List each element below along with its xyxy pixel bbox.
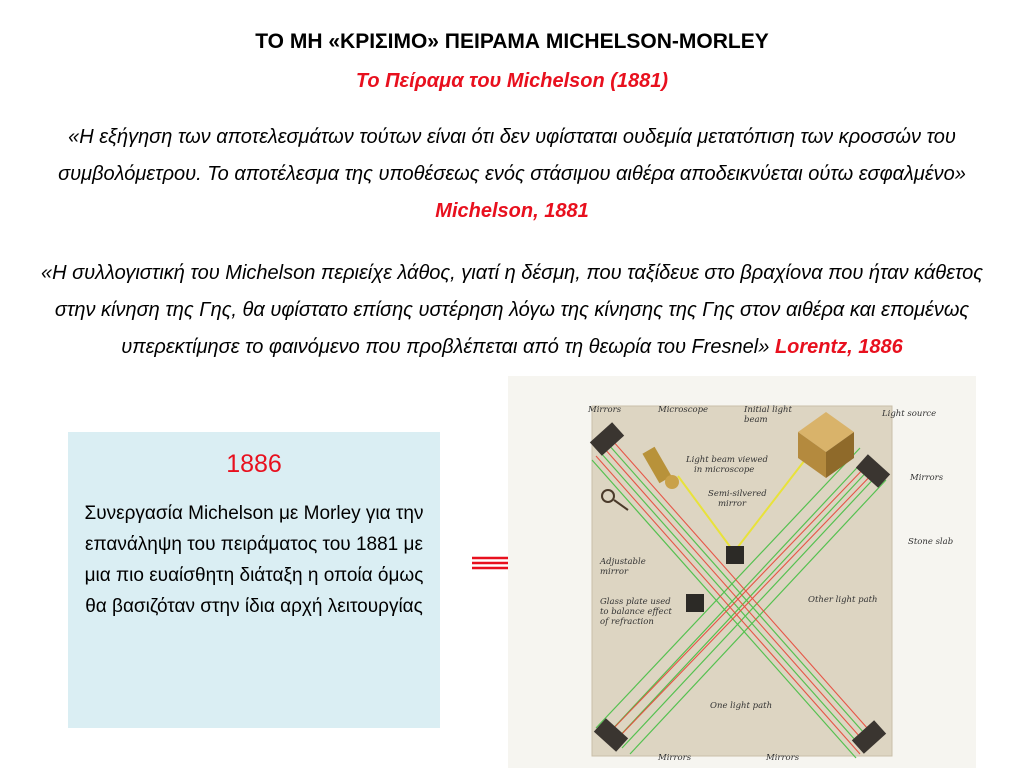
label-mirrors-bottom-left: Mirrors bbox=[658, 753, 692, 763]
label-adjustable-2: mirror bbox=[600, 567, 629, 577]
label-other-light-path: Other light path bbox=[808, 595, 878, 605]
label-mirrors-bottom-right: Mirrors bbox=[766, 753, 800, 763]
semi-silvered-mirror bbox=[726, 546, 744, 564]
label-one-light-path: One light path bbox=[710, 701, 773, 711]
label-semi-silvered-2: mirror bbox=[718, 499, 747, 509]
info-box-text: Συνεργασία Michelson με Morley για την επανάληψη του πειράματος του 1881 με μια πιο ευαίσθητη διάταξη η οποία όμως θα βασιζόταν στην ίδια αρχή λειτουργίας bbox=[84, 503, 424, 617]
page-title: ΤΟ ΜΗ «ΚΡΙΣΙΜΟ» ΠΕΙΡΑΜΑ MICHELSON-MORLEY bbox=[255, 30, 769, 53]
page-subtitle: Το Πείραμα του Michelson (1881) bbox=[355, 70, 669, 92]
label-adjustable-1: Adjustable bbox=[600, 557, 646, 567]
label-beam-viewed-2: in microscope bbox=[694, 465, 755, 475]
label-mirrors-right: Mirrors bbox=[910, 473, 944, 483]
label-microscope: Microscope bbox=[658, 405, 709, 415]
label-beam-viewed-1: Light beam viewed bbox=[686, 455, 768, 465]
interferometer-diagram bbox=[508, 376, 976, 768]
label-mirrors-top: Mirrors bbox=[588, 405, 622, 415]
glass-plate bbox=[686, 594, 704, 612]
lorentz-quote bbox=[40, 255, 984, 366]
lorentz-quote-text: «Η συλλογιστική του Michelson περιείχε λάθος, γιατί η δέσμη, που ταξίδευε στο βραχίονα που ήταν κάθετος στην κίνηση της Γης, θα υφίστατο επίσης υστέρηση λόγω της κίνησης της Γης στον αιθέρα και επομένως υπερεκτίμησε το φαινόμενο που προβλέπεται από τη θεωρία του Fresnel» bbox=[41, 262, 983, 358]
label-glass-plate-3: of refraction bbox=[600, 617, 654, 627]
lorentz-quote-author: Lorentz, 1886 bbox=[774, 336, 903, 358]
label-light-source: Light source bbox=[882, 409, 937, 419]
info-box-year: 1886 bbox=[226, 450, 282, 478]
label-stone-slab: Stone slab bbox=[908, 537, 954, 547]
info-box-1886 bbox=[68, 432, 440, 728]
interferometer-illustration bbox=[508, 376, 976, 768]
label-semi-silvered-1: Semi-silvered bbox=[708, 489, 767, 499]
label-initial-light-2: beam bbox=[744, 415, 768, 425]
label-glass-plate-2: to balance effect bbox=[600, 607, 672, 617]
michelson-quote-text: «Η εξήγηση των αποτελεσμάτων τούτων είναι ότι δεν υφίσταται ουδεμία μετατόπιση των κροσσών του συμβολόμετρου. Το αποτέλεσμα της υποθέσεως ενός στάσιμου αιθέρα αποδεικνύεται ούτω εσφαλμένο» bbox=[58, 126, 966, 185]
michelson-quote bbox=[40, 119, 984, 230]
label-initial-light-1: Initial light bbox=[744, 405, 792, 415]
label-glass-plate-1: Glass plate used bbox=[600, 597, 671, 607]
michelson-quote-author: Michelson, 1881 bbox=[435, 200, 589, 222]
